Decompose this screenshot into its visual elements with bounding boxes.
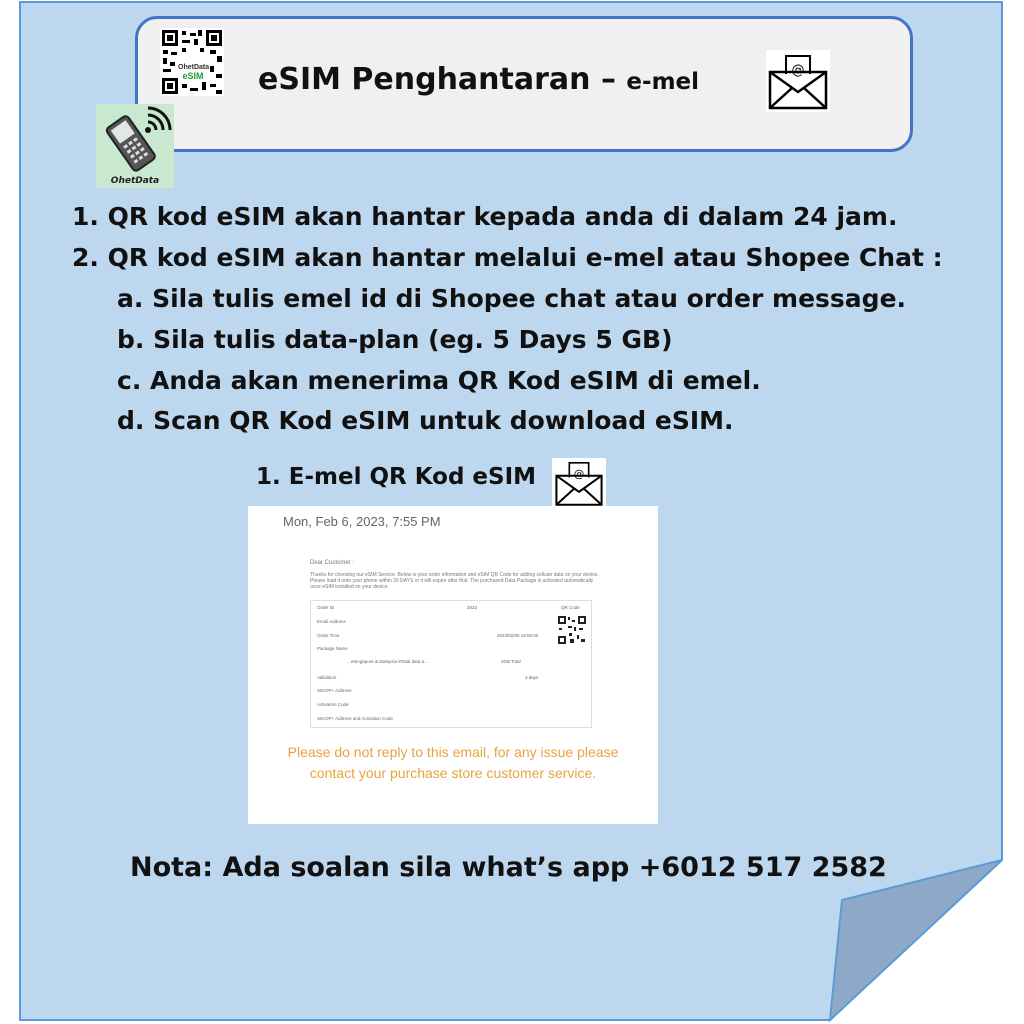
order-row-label: Email Address [317,619,346,624]
order-time-value: 2023/02/06 19:55:00 [497,633,539,638]
instruction-2d: d. Scan QR Kod eSIM untuk download eSIM. [117,406,734,435]
logo-text: OhetData [110,176,160,186]
email-screenshot [248,506,658,824]
title-small: e-mel [626,69,700,95]
email-intro: Thanks for choosing our eSIM Service. Below is your order information and eSIM QR Code for adding cellular data on your device. Please load it onto your phone within 30 DAYS or it will expire after that. The purchased Data Package is activated automatically once eSIM installed on your device. [310,572,599,590]
qr-label-bottom: eSIM [182,71,204,81]
instruction-2a: a. Sila tulis emel id di Shopee chat atau order message. [117,284,907,313]
instruction-2: 2. QR kod eSIM akan hantar melalui e-mel atau Shopee Chat : [72,243,943,272]
page-title [258,62,699,97]
contact-note: Nota: Ada soalan sila what’s app +6012 517 2582 [130,852,887,883]
ohetdata-logo [96,104,174,188]
email-date: Mon, Feb 6, 2023, 7:55 PM [283,514,441,529]
order-row-label: SM-DP+ Address and Activation Code [317,716,393,721]
svg-text:@: @ [791,63,805,78]
phone-signal-icon [96,104,174,176]
order-row-label: Validation [317,675,337,680]
qr-code-header: QR Code [561,605,580,610]
email-qr-code [557,615,587,645]
qr-label-top: OhetData [178,64,210,71]
email-section-icon [552,458,606,508]
order-row-label: Package Name [317,646,348,651]
header-email-icon [766,50,830,112]
title-main: eSIM Penghantaran – [258,62,627,97]
qr-logo-label [178,64,208,82]
order-id-value: 2023 [467,605,478,610]
instruction-2c: c. Anda akan menerima QR Kod eSIM di emel. [117,366,761,395]
validation-value: 3 days [525,675,539,680]
header-qr-code [160,28,224,96]
qr-code-icon [160,28,224,96]
order-row-label: SM-DP+ Address [317,688,352,693]
instruction-2b: b. Sila tulis data-plan (eg. 5 Days 5 GB) [117,325,673,354]
qr-code-icon [557,615,587,645]
order-row-label: Order ID [317,605,335,610]
order-row-label: Order Time [317,633,340,638]
package-size-value: 3GB Total [501,659,521,664]
package-name-value: ...eSingapore & Malaysia 8Total data a... [347,659,428,664]
order-row-label: Activation Code [317,702,349,707]
email-envelope-icon [766,50,830,112]
email-section-label: 1. E-mel QR Kod eSIM [256,464,537,490]
order-table [310,600,592,728]
svg-text:@: @ [573,468,585,481]
email-greeting: Dear Customer : [310,560,355,566]
instruction-1: 1. QR kod eSIM akan hantar kepada anda di dalam 24 jam. [72,202,898,231]
email-envelope-icon [552,458,606,508]
email-warning-note: Please do not reply to this email, for any issue please contact your purchase store customer service. [287,744,619,781]
email-body [310,558,600,730]
